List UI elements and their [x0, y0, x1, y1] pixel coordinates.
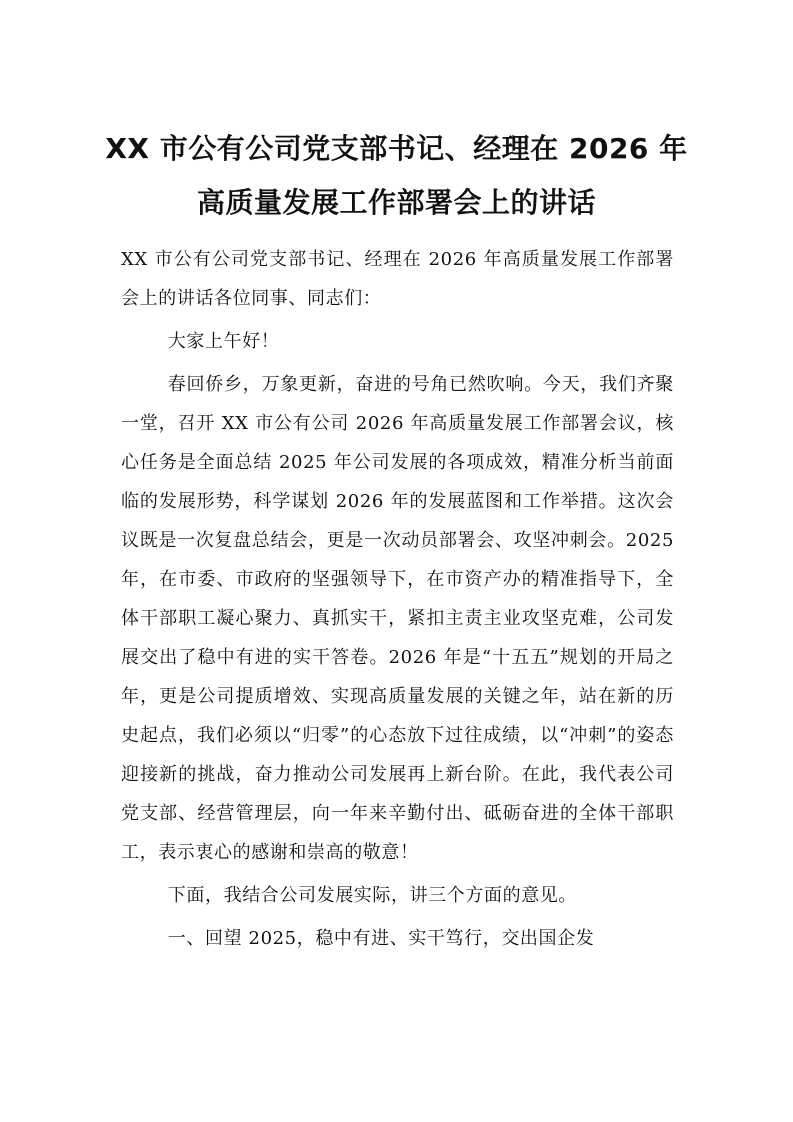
title-line-1: XX 市公有公司党支部书记、经理在 2026 年: [105, 132, 688, 165]
paragraph-heading: XX 市公有公司党支部书记、经理在 2026 年高质量发展工作部署会上的讲话各位同事、同志们：: [121, 249, 674, 309]
paragraph-section-one: 一、回望 2025，稳中有进、实干笃行，交出国企发: [167, 928, 595, 949]
paragraph-greeting: 大家上午好！: [167, 331, 280, 352]
title-line-2: 高质量发展工作部署会上的讲话: [196, 186, 596, 219]
document-body: [121, 240, 674, 962]
paragraph-opening: 春回侨乡，万象更新，奋进的号角已然吹响。今天，我们齐聚一堂，召开 XX 市公有公司 2026 年高质量发展工作部署会议，核心任务是全面总结 2025 年公司发展的各项成效，精准分析当前面临的发展形势，科学谋划 2026 年的发展蓝图和工作举措。这次会议既是一次复盘总结会，更是一次动员部署会、攻坚冲刺会。2025 年，在市委、市政府的坚强领导下，在市资产办的精准指导下，全体干部职工凝心聚力、真抓实干，紧扣主责主业攻坚克难，公司发展交出了稳中有进的实干答卷。2026 年是“十五五”规划的开局之年，更是公司提质增效、实现高质量发展的关键之年，站在新的历史起点，我们必须以“归零”的心态放下过往成绩，以“冲刺”的姿态迎接新的挑战，奋力推动公司发展再上新台阶。在此，我代表公司党支部、经营管理层，向一年来辛勤付出、砥砺奋进的全体干部职工，表示衷心的感谢和崇高的敬意！: [121, 374, 674, 863]
document-title: [100, 122, 693, 230]
paragraph-outline: 下面，我结合公司发展实际，讲三个方面的意见。: [167, 885, 577, 906]
